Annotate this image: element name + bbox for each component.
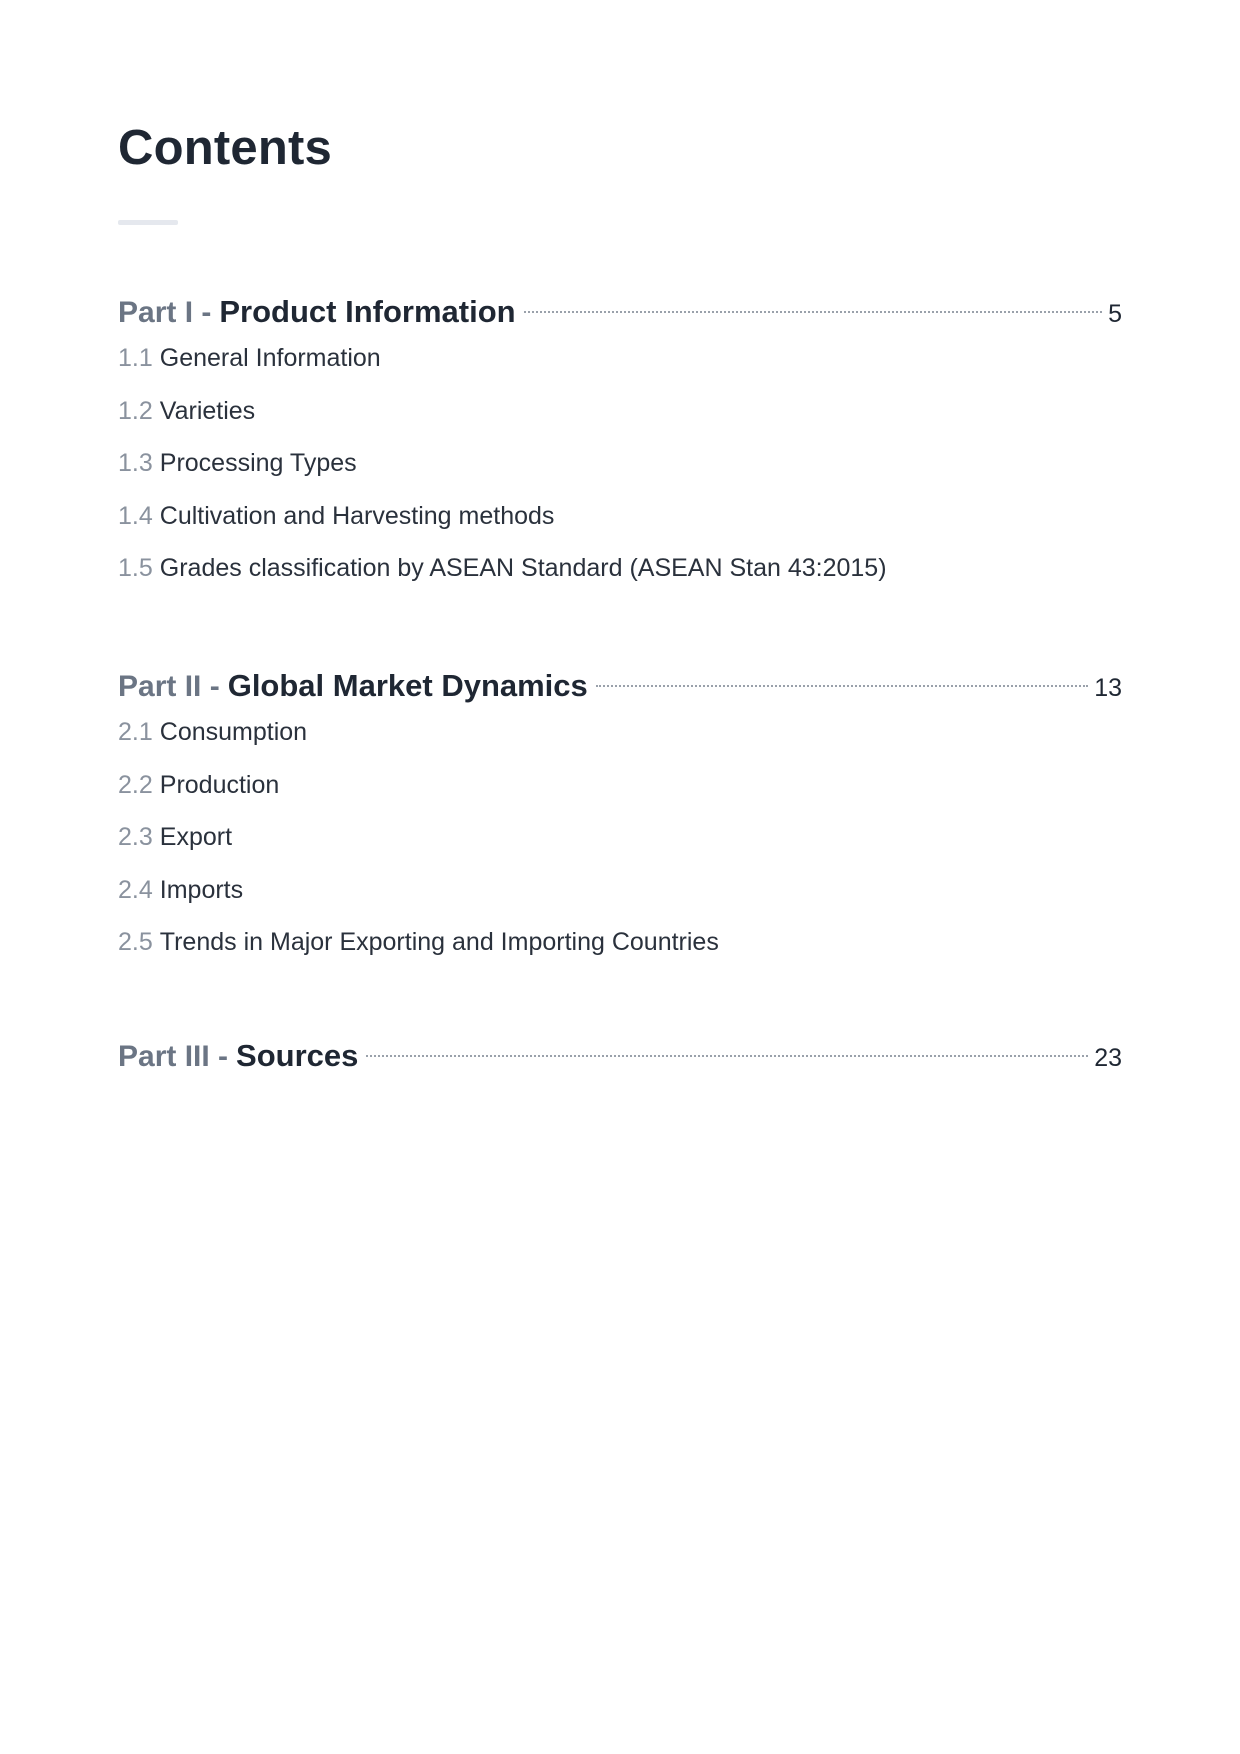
entry-number: 2.4 [118, 875, 153, 904]
part-prefix: Part III - [118, 1040, 229, 1073]
entry-label: Varieties [159, 396, 256, 425]
toc-entry[interactable] [118, 759, 1122, 812]
entry-number: 2.2 [118, 770, 153, 799]
entry-label: Processing Types [159, 449, 357, 477]
toc-part-2 [118, 666, 1122, 969]
dot-leader [524, 311, 1103, 313]
dot-leader [596, 685, 1088, 687]
dot-leader [366, 1055, 1088, 1057]
part-title: Sources [236, 1038, 359, 1073]
entry-label: Production [159, 770, 280, 799]
part-title: Global Market Dynamics [227, 668, 588, 703]
toc-part-1 [118, 292, 1122, 595]
toc-entry[interactable] [118, 864, 1122, 917]
toc-section-list [118, 332, 1122, 595]
entry-number: 1.2 [118, 396, 153, 425]
toc-part-heading[interactable] [118, 292, 1122, 332]
part-title: Product Information [219, 294, 516, 329]
entry-number: 2.1 [118, 718, 153, 746]
entry-number: 2.5 [118, 928, 153, 956]
toc-entry[interactable] [118, 332, 1122, 385]
toc-part-3 [118, 1036, 1122, 1076]
toc-entry[interactable] [118, 490, 1122, 543]
part-prefix: Part I - [118, 296, 212, 329]
toc-part-heading[interactable] [118, 666, 1122, 706]
entry-number: 1.1 [118, 344, 153, 372]
entry-label: Trends in Major Exporting and Importing Countries [159, 928, 719, 956]
toc-part-heading[interactable] [118, 1036, 1122, 1076]
entry-label: General Information [159, 344, 381, 372]
toc-entry[interactable] [118, 706, 1122, 759]
entry-label: Cultivation and Harvesting methods [159, 501, 555, 530]
part-prefix: Part II - [118, 670, 220, 703]
entry-label: Grades classification by ASEAN Standard (ASEAN Stan 43:2015) [159, 554, 887, 582]
page-title: Contents [118, 121, 332, 175]
toc-entry[interactable] [118, 437, 1122, 490]
contents-page [118, 0, 1122, 1754]
entry-number: 2.3 [118, 823, 153, 851]
toc-entry[interactable] [118, 811, 1122, 864]
entry-label: Export [159, 823, 233, 851]
toc-entry[interactable] [118, 916, 1122, 969]
entry-number: 1.5 [118, 554, 153, 582]
title-underline [118, 220, 178, 225]
toc-section-list [118, 706, 1122, 969]
entry-number: 1.3 [118, 449, 153, 477]
toc-entry[interactable] [118, 385, 1122, 438]
part-page-number: 5 [1108, 300, 1122, 328]
toc-entry[interactable] [118, 542, 1122, 595]
part-page-number: 23 [1094, 1044, 1122, 1072]
part-page-number: 13 [1094, 674, 1122, 702]
entry-label: Imports [159, 875, 244, 904]
entry-label: Consumption [159, 718, 308, 746]
entry-number: 1.4 [118, 501, 153, 530]
